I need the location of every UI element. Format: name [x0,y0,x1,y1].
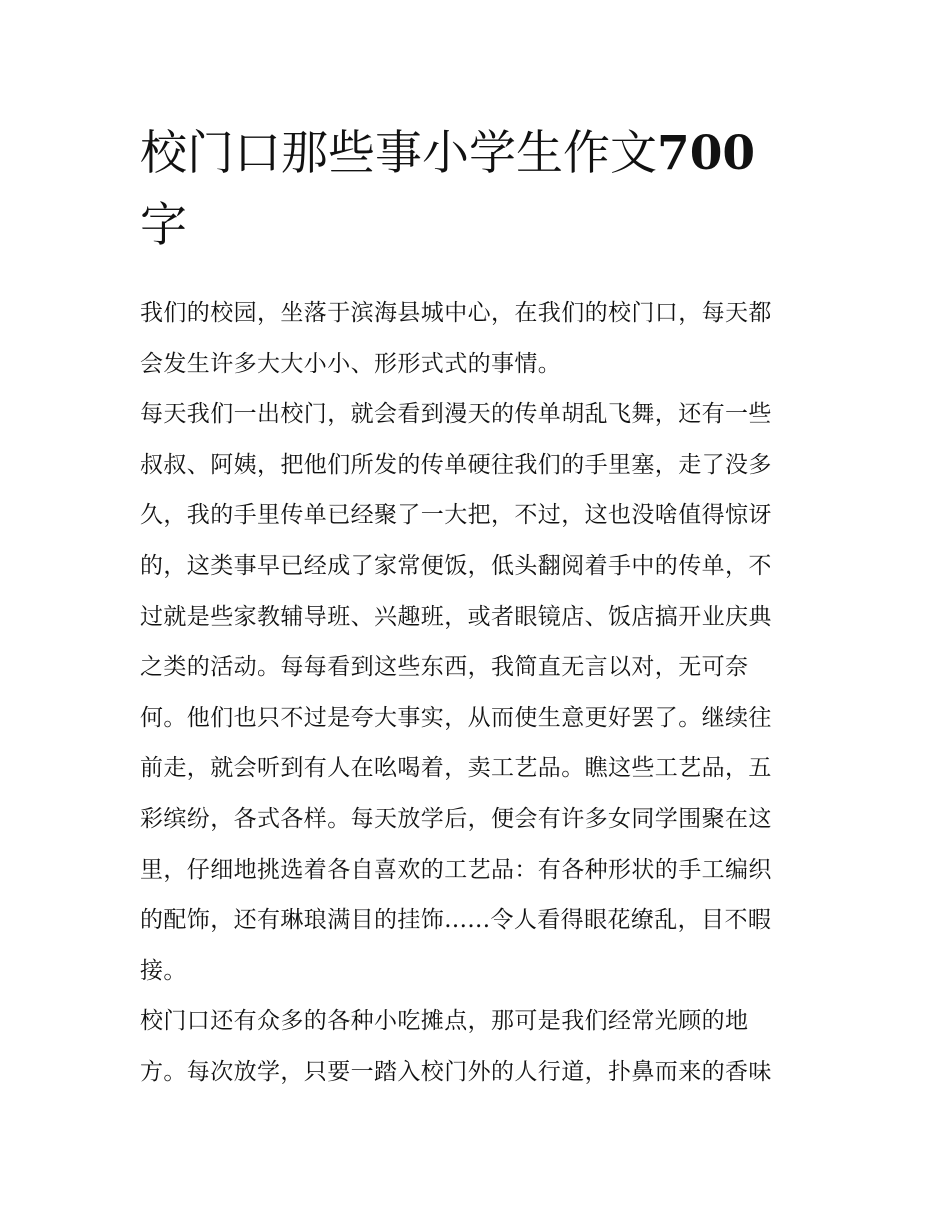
text-line: 彩缤纷，各式各样。每天放学后，便会有许多女同学围聚在这 [140,805,772,832]
text-line: 前走，就会听到有人在吆喝着，卖工艺品。瞧这些工艺品，五 [140,755,772,782]
text-line: 里，仔细地挑选着各自喜欢的工艺品：有各种形状的手工编织 [140,856,772,883]
text-line: 方。每次放学，只要一踏入校门外的人行道，扑鼻而来的香味 [140,1058,772,1085]
text-line: 久，我的手里传单已经聚了一大把，不过，这也没啥值得惊讶 [140,502,772,529]
text-line: 叔叔、阿姨，把他们所发的传单硬往我们的手里塞，走了没多 [140,451,772,478]
text-line: 每天我们一出校门，就会看到漫天的传单胡乱飞舞，还有一些 [140,401,772,428]
text-line: 校门口还有众多的各种小吃摊点，那可是我们经常光顾的地 [140,1008,749,1035]
document-page [140,118,820,1098]
document-body [140,288,820,1098]
text-line: 过就是些家教辅导班、兴趣班，或者眼镜店、饭店搞开业庆典 [140,603,772,630]
title-text-continued: 字 [140,198,187,253]
document-title [140,118,820,262]
text-line: 接。 [140,957,187,984]
text-line: 的，这类事早已经成了家常便饭，低头翻阅着手中的传单，不 [140,552,772,579]
text-line: 的配饰，还有琳琅满目的挂饰......令人看得眼花缭乱，目不暇 [140,907,772,934]
text-line: 之类的活动。每每看到这些东西，我简直无言以对，无可奈 [140,654,749,681]
title-text: 校门口那些事小学生作文 [140,126,657,181]
text-line: 何。他们也只不过是夸大事实，从而使生意更好罢了。继续往 [140,704,772,731]
text-line: 我们的校园，坐落于滨海县城中心，在我们的校门口，每天都 [140,300,772,326]
text-line: 会发生许多大大小小、形形式式的事情。 [140,350,562,377]
title-number: 700 [657,126,756,181]
